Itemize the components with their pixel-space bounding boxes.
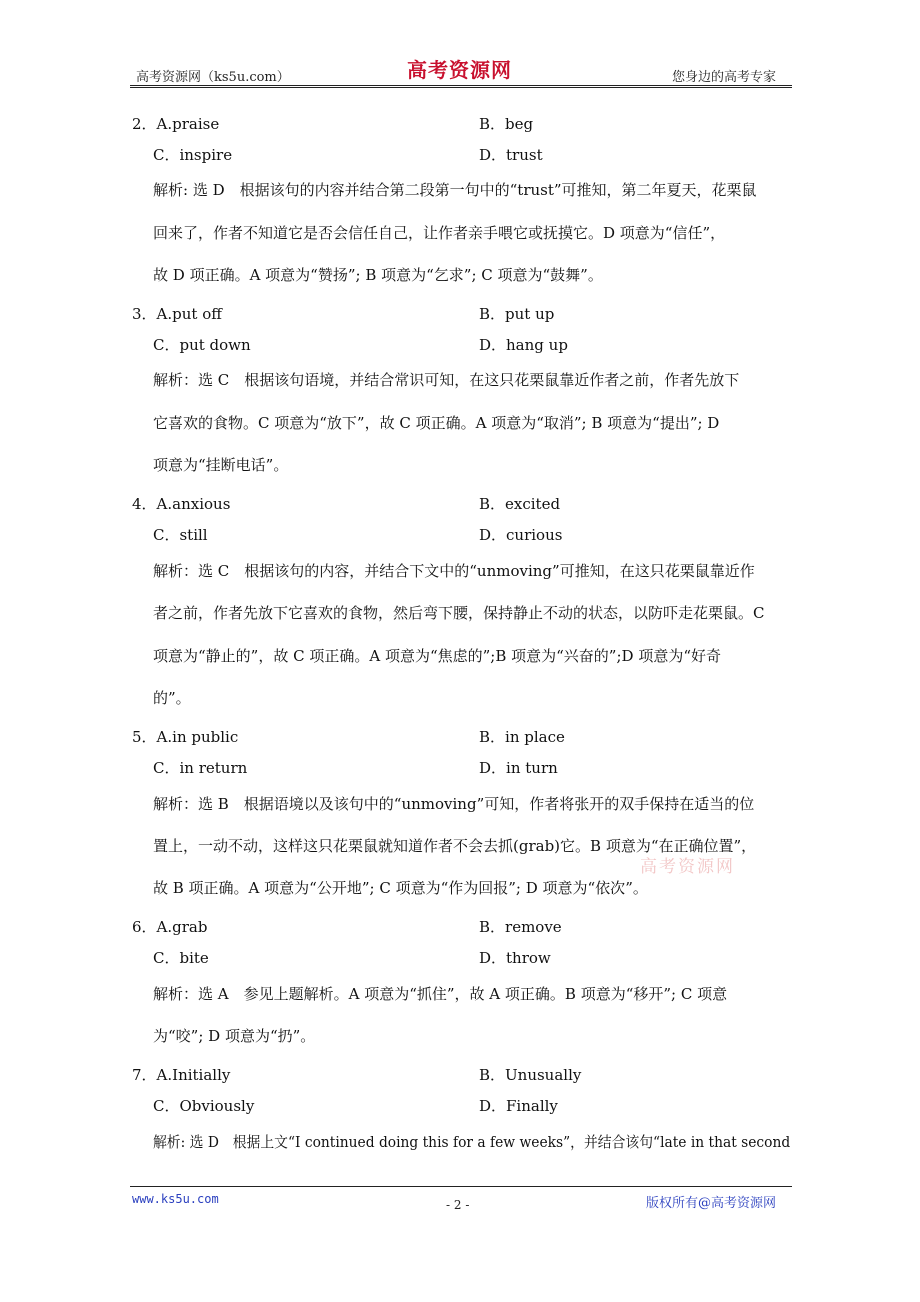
option-c: C．Obviously	[153, 1097, 255, 1115]
option-c: C．still	[153, 526, 208, 544]
option-a: 3．A.put off	[132, 305, 222, 323]
option-a: 7．A.Initially	[132, 1066, 231, 1084]
footer-divider	[130, 1186, 792, 1187]
explanation-line: 解析：选 B 根据语境以及该句中的“unmoving”可知，作者将张开的双手保持在适当的位	[153, 795, 755, 813]
explanation-line: 解析: 选 D 根据该句的内容并结合第二段第一句中的“trust”可推知，第二年夏天，花栗鼠	[153, 181, 757, 199]
option-a: 2．A.praise	[132, 115, 220, 133]
explanation-line: 回来了，作者不知道它是否会信任自己，让作者亲手喂它或抚摸它。D 项意为“信任”，	[153, 224, 726, 242]
explanation-line: 置上，一动不动，这样这只花栗鼠就知道作者不会去抓(grab)它。B 项意为“在正确位置”，	[153, 837, 757, 855]
page-number: - 2 -	[446, 1198, 470, 1212]
option-d: D．Finally	[479, 1097, 558, 1115]
explanation-line: 解析：选 C 根据该句语境，并结合常识可知，在这只花栗鼠靠近作者之前，作者先放下	[153, 371, 740, 389]
option-d: D．hang up	[479, 336, 568, 354]
header-logo: 高考资源网	[407, 58, 512, 82]
explanation-line: 故 D 项正确。A 项意为“赞扬”; B 项意为“乞求”; C 项意为“鼓舞”。	[153, 266, 603, 284]
header-slogan: 您身边的高考专家	[672, 70, 777, 85]
option-b: B．remove	[479, 918, 562, 936]
footer-copyright: 版权所有@高考资源网	[646, 1196, 777, 1211]
option-b: B．in place	[479, 728, 565, 746]
explanation-line: 项意为“挂断电话”。	[153, 456, 289, 474]
option-c: C．in return	[153, 759, 248, 777]
explanation-line: 它喜欢的食物。C 项意为“放下”，故 C 项正确。A 项意为“取消”; B 项意为“提出”; D	[153, 414, 720, 432]
option-a: 4．A.anxious	[132, 495, 231, 513]
option-d: D．throw	[479, 949, 551, 967]
option-a: 6．A.grab	[132, 918, 208, 936]
explanation-line: 的”。	[153, 689, 191, 707]
option-b: B．put up	[479, 305, 555, 323]
explanation-line: 项意为“静止的”，故 C 项正确。A 项意为“焦虑的”;B 项意为“兴奋的”;D 项意为“好奇	[153, 647, 721, 665]
option-d: D．trust	[479, 146, 543, 164]
header-divider-thin	[130, 87, 792, 88]
watermark: 高考资源网	[640, 857, 735, 877]
option-b: B．beg	[479, 115, 534, 133]
header-site-name: 高考资源网（ks5u.com）	[136, 70, 290, 85]
option-a: 5．A.in public	[132, 728, 239, 746]
explanation-line: 解析：选 A 参见上题解析。A 项意为“抓住”，故 A 项正确。B 项意为“移开”; C 项意	[153, 985, 728, 1003]
explanation-line: 解析：选 C 根据该句的内容，并结合下文中的“unmoving”可推知，在这只花栗鼠靠近作	[153, 562, 755, 580]
option-b: B．excited	[479, 495, 561, 513]
option-d: D．curious	[479, 526, 563, 544]
option-c: C．put down	[153, 336, 251, 354]
explanation-line: 者之前，作者先放下它喜欢的食物，然后弯下腰，保持静止不动的状态，以防吓走花栗鼠。C	[153, 604, 765, 622]
footer-site-link[interactable]: www.ks5u.com	[132, 1192, 219, 1206]
option-b: B．Unusually	[479, 1066, 582, 1084]
header-divider	[130, 85, 792, 86]
explanation-line: 为“咬”; D 项意为“扔”。	[153, 1027, 316, 1045]
explanation-line: 故 B 项正确。A 项意为“公开地”; C 项意为“作为回报”; D 项意为“依次”。	[153, 879, 648, 897]
option-c: C．inspire	[153, 146, 233, 164]
option-c: C．bite	[153, 949, 209, 967]
explanation-line: 解析: 选 D 根据上文“I continued doing this for a few weeks”，并结合该句“late in that second	[153, 1133, 791, 1151]
option-d: D．in turn	[479, 759, 558, 777]
